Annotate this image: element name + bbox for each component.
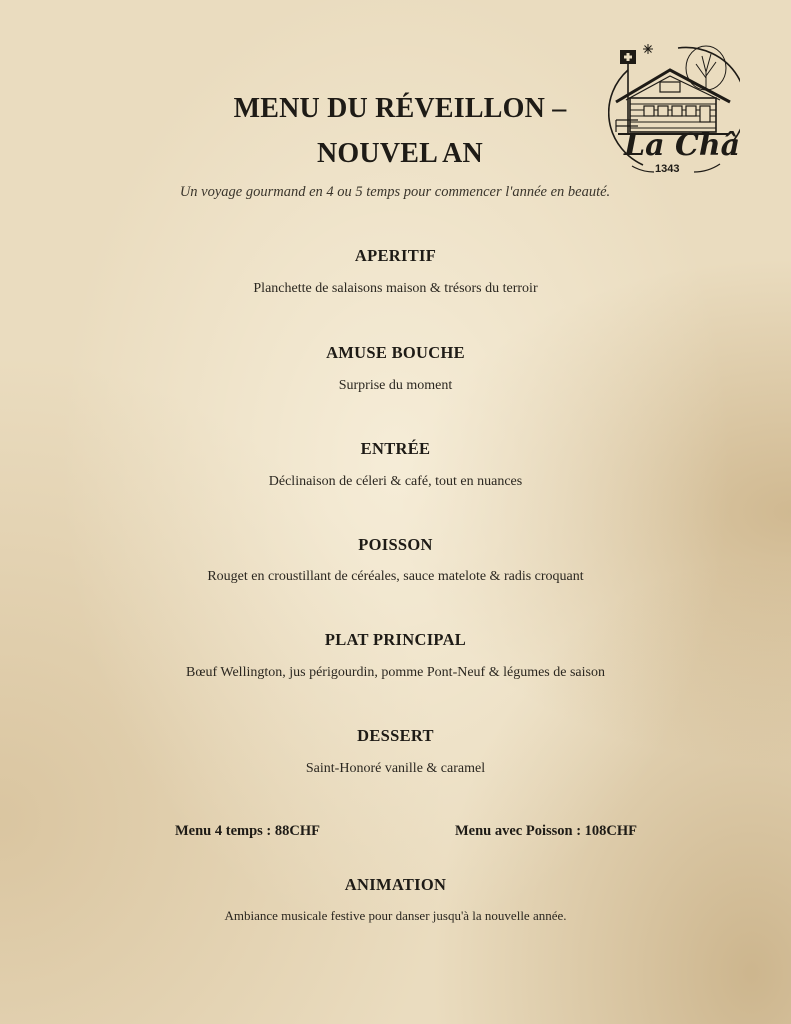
- logo-name: La Châ: [624, 128, 741, 163]
- section-desc-plat-principal: Bœuf Wellington, jus périgourdin, pomme Pont-Neuf & légumes de saison: [186, 665, 605, 680]
- section-title-aperitif: APERITIF: [354, 246, 437, 265]
- price-menu-4-temps: Menu 4 temps : 88CHF: [175, 823, 320, 839]
- menu-title-line1: MENU DU RÉVEILLON –: [233, 93, 567, 124]
- section-desc-dessert: Saint-Honoré vanille & caramel: [305, 761, 486, 776]
- section-title-entree: ENTRÉE: [360, 439, 431, 458]
- section-desc-aperitif: Planchette de salaisons maison & trésors du terroir: [253, 281, 538, 296]
- section-title-animation: ANIMATION: [344, 875, 447, 894]
- logo-year: 1343: [655, 163, 680, 175]
- section-desc-amuse-bouche: Surprise du moment: [338, 378, 453, 393]
- section-title-dessert: DESSERT: [357, 726, 434, 745]
- menu-subtitle: Un voyage gourmand en 4 ou 5 temps pour commencer l'année en beauté.: [179, 184, 611, 200]
- section-desc-animation: Ambiance musicale festive pour danser jusqu'à la nouvelle année.: [224, 908, 567, 923]
- menu-title-line2: NOUVEL AN: [317, 138, 483, 169]
- section-title-amuse-bouche: AMUSE BOUCHE: [326, 343, 465, 362]
- price-menu-poisson: Menu avec Poisson : 108CHF: [455, 823, 638, 839]
- section-desc-entree: Déclinaison de céleri & café, tout en nuances: [268, 474, 523, 489]
- section-title-plat-principal: PLAT PRINCIPAL: [324, 630, 467, 649]
- section-desc-poisson: Rouget en croustillant de céréales, sauce matelote & radis croquant: [207, 569, 584, 584]
- section-title-poisson: POISSON: [358, 535, 433, 554]
